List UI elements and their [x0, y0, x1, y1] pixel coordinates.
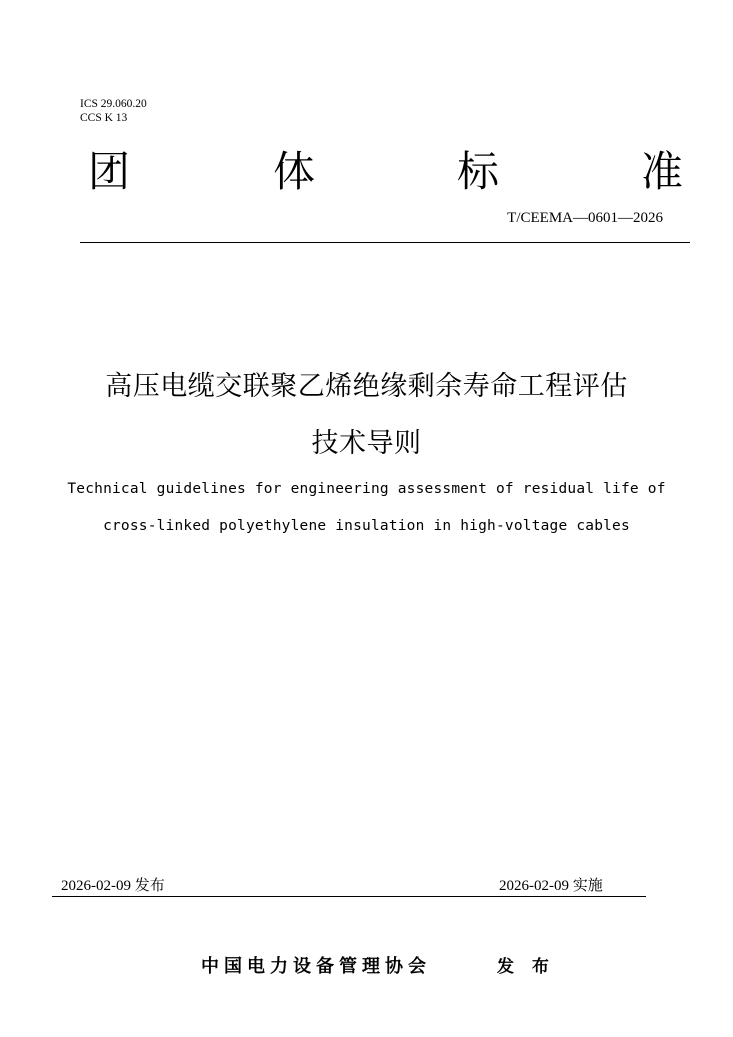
- footer-divider: [52, 896, 646, 897]
- chinese-title-line-2: 技术导则: [311, 428, 422, 459]
- header-divider: [80, 242, 690, 243]
- standard-type-char-2: 体: [273, 147, 316, 196]
- implementation-date: 2026-02-09 实施: [499, 878, 603, 894]
- standard-type-char-3: 标: [457, 147, 500, 196]
- classification-codes: [80, 97, 147, 125]
- english-title-line-1: Technical guidelines for engineering assessment of residual life of: [67, 481, 666, 497]
- publisher-name: 中国电力设备管理协会: [201, 956, 431, 977]
- issue-date: 2026-02-09 发布: [61, 878, 165, 894]
- ccs-code: CCS K 13: [80, 112, 128, 124]
- standard-number: T/CEEMA—0601—2026: [507, 210, 663, 226]
- publish-label: 发 布: [497, 957, 555, 977]
- english-title-line-2: cross-linked polyethylene insulation in high-voltage cables: [103, 518, 630, 534]
- standard-type-char-4: 准: [641, 147, 684, 196]
- standard-type-char-1: 团: [88, 147, 131, 196]
- ics-code: ICS 29.060.20: [80, 98, 147, 110]
- chinese-title-line-1: 高压电缆交联聚乙烯绝缘剩余寿命工程评估: [105, 371, 628, 402]
